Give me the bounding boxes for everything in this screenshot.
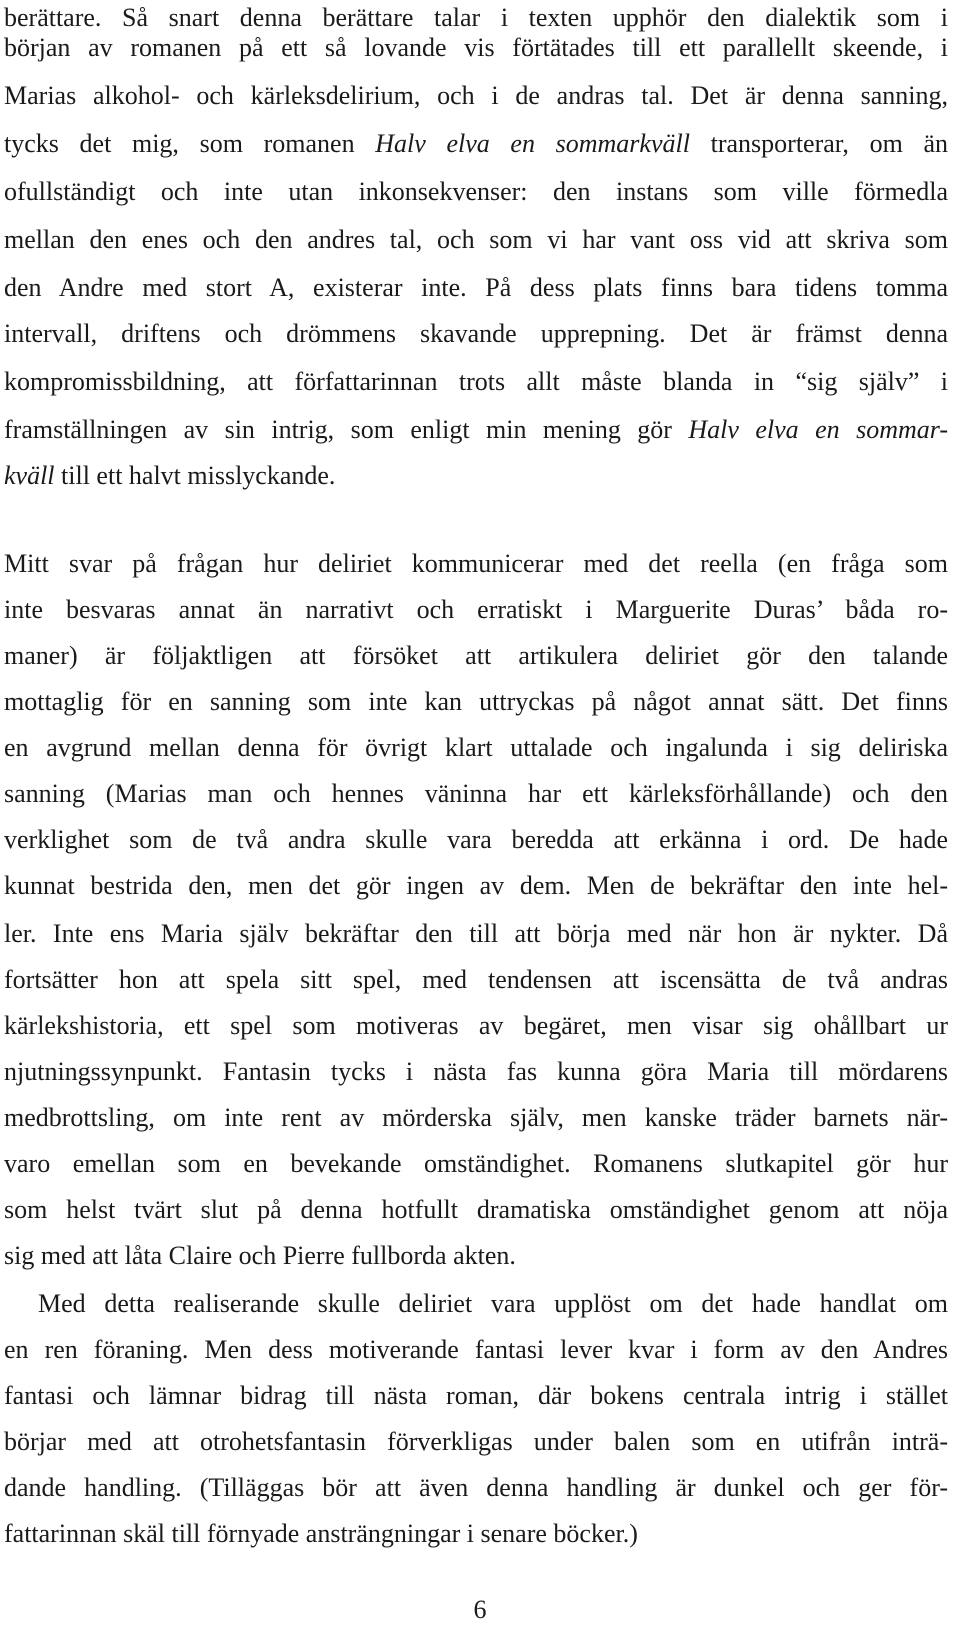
text-line: kompromissbildning, att författarinnan trots allt måste blanda in “sig själv” i (4, 367, 948, 396)
text-line: Marias alkohol- och kärleksdelirium, och i de andras tal. Det är denna sanning, (4, 81, 948, 110)
text-line: sig med att låta Claire och Pierre fullborda akten. (4, 1241, 516, 1270)
book-title-italic: Halv elva en sommar- (688, 415, 948, 444)
text-line: fattarinnan skäl till förnyade ansträngningar i senare böcker.) (4, 1519, 638, 1548)
text-line (4, 406, 948, 454)
text-line: intervall, driftens och drömmens skavande upprepning. Det är främst denna (4, 319, 948, 348)
text-line (4, 120, 948, 168)
text-line: kunnat bestrida den, men det gör ingen av dem. Men de bekräftar den inte hel- (4, 871, 948, 900)
text-line (4, 452, 948, 500)
text-line: börjar med att otrohetsfantasin förverkligas under balen som en utifrån inträ- (4, 1427, 948, 1456)
text-line: ler. Inte ens Maria själv bekräftar den till att börja med när hon är nykter. Då (4, 919, 948, 948)
text-line: mottaglig för en sanning som inte kan uttryckas på något annat sätt. Det finns (4, 687, 948, 716)
book-title-italic: kväll (4, 461, 55, 490)
text-line: sanning (Marias man och hennes väninna har ett kärleksförhållande) och den (4, 779, 948, 808)
text-line: ofullständigt och inte utan inkonsekvenser: den instans som ville förmedla (4, 177, 948, 206)
text-line: fantasi och lämnar bidrag till nästa roman, där bokens centrala intrig i stället (4, 1381, 948, 1410)
text-line: en ren föraning. Men dess motiverande fantasi lever kvar i form av den Andres (4, 1335, 948, 1364)
text-segment: transporterar, om än (689, 129, 948, 158)
text-line: varo emellan som en bevekande omständighet. Romanens slutkapitel gör hur (4, 1149, 948, 1178)
text-segment: framställningen av sin intrig, som enligt min mening gör (4, 415, 689, 444)
text-line: Mitt svar på frågan hur deliriet kommunicerar med det reella (en fråga som (4, 549, 948, 578)
text-line: njutningssynpunkt. Fantasin tycks i nästa fas kunna göra Maria till mördarens (4, 1057, 948, 1086)
text-line: maner) är följaktligen att försöket att artikulera deliriet gör den talande (4, 641, 948, 670)
text-line: Med detta realiserande skulle deliriet vara upplöst om det hade handlat om (38, 1289, 948, 1318)
page-number: 6 (473, 1595, 487, 1624)
text-line: mellan den enes och den andres tal, och som vi har vant oss vid att skriva som (4, 225, 948, 254)
text-line: en avgrund mellan denna för övrigt klart uttalade och ingalunda i sig deliriska (4, 733, 948, 762)
text-segment: till ett halvt misslyckande. (54, 461, 336, 490)
text-line: verklighet som de två andra skulle vara beredda att erkänna i ord. De hade (4, 825, 948, 854)
text-line: berättare. Så snart denna berättare talar i texten upphör den dialektik som i (4, 3, 948, 32)
text-line: dande handling. (Tilläggas bör att även denna handling är dunkel och ger för- (4, 1473, 948, 1502)
text-line: fortsätter hon att spela sitt spel, med tendensen att iscensätta de två andras (4, 965, 948, 994)
text-line: medbrottsling, om inte rent av mörderska själv, men kanske träder barnets när- (4, 1103, 948, 1132)
text-line: början av romanen på ett så lovande vis förtätades till ett parallellt skeende, i (4, 33, 948, 62)
text-line: som helst tvärt slut på denna hotfullt dramatiska omständighet genom att nöja (4, 1195, 948, 1224)
text-line: den Andre med stort A, existerar inte. På dess plats finns bara tidens tomma (4, 273, 948, 302)
text-line: kärlekshistoria, ett spel som motiveras av begäret, men visar sig ohållbart ur (4, 1011, 948, 1040)
text-line: inte besvaras annat än narrativt och erratiskt i Marguerite Duras’ båda ro- (4, 595, 948, 624)
text-segment: tycks det mig, som romanen (4, 129, 376, 158)
book-title-italic: Halv elva en sommarkväll (375, 129, 690, 158)
